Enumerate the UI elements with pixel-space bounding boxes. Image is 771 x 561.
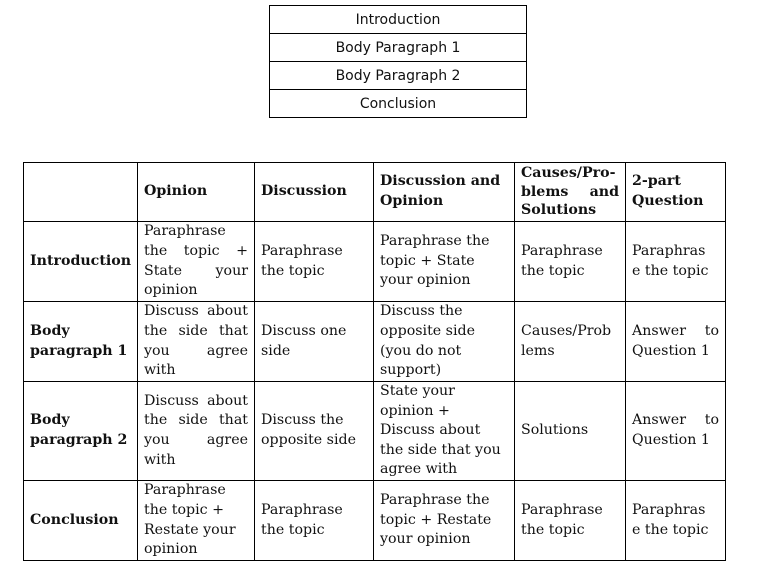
cell-introduction-causes: Paraphrase the topic [515,222,626,302]
cell-introduction-two-part: Paraphras e the topic [626,222,726,302]
cell-conclusion-two-part: Paraphras e the topic [626,481,726,561]
corner-cell [24,163,138,222]
cell-body2-opinion: Discuss about the side that you agree with [138,382,255,481]
cell-body2-discussion-opinion: State your opinion + Discuss about the side that you agree with [374,382,515,481]
cell-body1-two-part: Answer to Question 1 [626,302,726,382]
row-label-conclusion: Conclusion [24,481,138,561]
outline-conclusion: Conclusion [270,90,527,118]
row-label-body-paragraph-1: Body paragraph 1 [24,302,138,382]
header-opinion: Opinion [138,163,255,222]
outline-body-paragraph-1: Body Paragraph 1 [270,34,527,62]
header-2-part-question: 2-part Question [626,163,726,222]
header-discussion: Discussion [255,163,374,222]
outline-introduction: Introduction [270,6,527,34]
essay-outline-table [269,5,527,118]
header-row [24,163,726,222]
cell-body2-causes: Solutions [515,382,626,481]
cell-body1-discussion: Discuss one side [255,302,374,382]
row-introduction [24,222,726,302]
outline-body-paragraph-2: Body Paragraph 2 [270,62,527,90]
cell-introduction-discussion: Paraphrase the topic [255,222,374,302]
cell-conclusion-discussion-opinion: Paraphrase the topic + Restate your opinion [374,481,515,561]
cell-body1-causes: Causes/Prob lems [515,302,626,382]
cell-body1-opinion: Discuss about the side that you agree with [138,302,255,382]
cell-introduction-discussion-opinion: Paraphrase the topic + State your opinion [374,222,515,302]
essay-structure-table [23,162,726,561]
cell-body2-discussion: Discuss the opposite side [255,382,374,481]
header-causes-problems-solutions: Causes/Pro- blems and Solutions [515,163,626,222]
cell-conclusion-causes: Paraphrase the topic [515,481,626,561]
row-body-paragraph-1 [24,302,726,382]
row-body-paragraph-2 [24,382,726,481]
cell-conclusion-opinion: Paraphrase the topic + Restate your opinion [138,481,255,561]
header-discussion-and-opinion: Discussion and Opinion [374,163,515,222]
cell-conclusion-discussion: Paraphrase the topic [255,481,374,561]
cell-body1-discussion-opinion: Discuss the opposite side (you do not support) [374,302,515,382]
cell-introduction-opinion: Paraphrase the topic + State your opinion [138,222,255,302]
cell-body2-two-part: Answer to Question 1 [626,382,726,481]
row-conclusion [24,481,726,561]
row-label-body-paragraph-2: Body paragraph 2 [24,382,138,481]
row-label-introduction: Introduction [24,222,138,302]
